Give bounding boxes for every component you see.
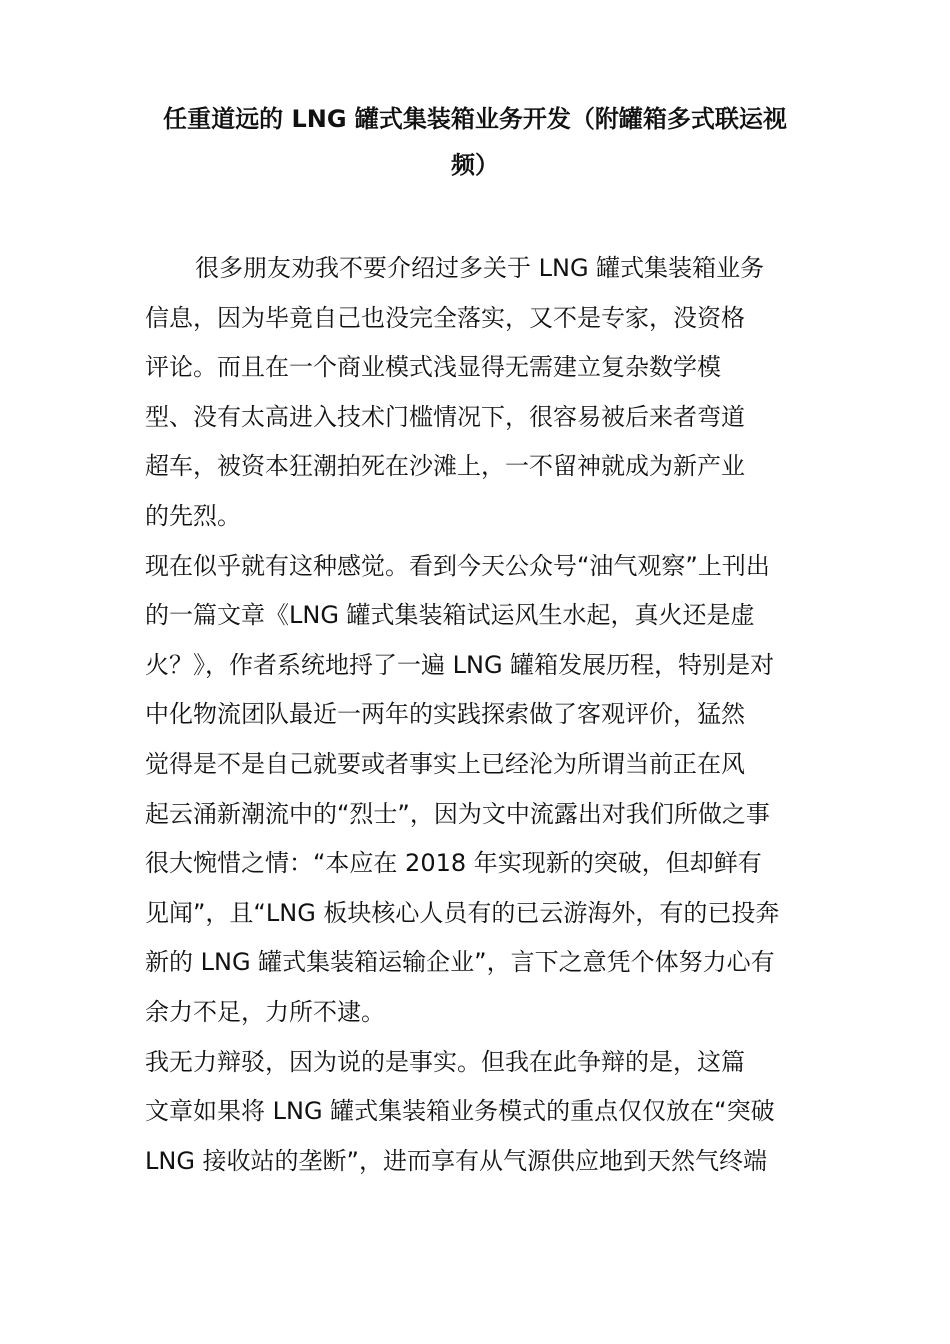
paragraph-line: 中化物流团队最近一两年的实践探索做了客观评价，猛然 bbox=[145, 700, 745, 729]
paragraph-line: 信息，因为毕竟自己也没完全落实，又不是专家，没资格 bbox=[145, 303, 745, 332]
title-line: 频） bbox=[451, 151, 499, 179]
paragraph-line: 我无力辩驳，因为说的是事实。但我在此争辩的是，这篇 bbox=[145, 1047, 745, 1076]
paragraph-line: 评论。而且在一个商业模式浅显得无需建立复杂数学模 bbox=[145, 353, 721, 382]
paragraph-line: 新的 LNG 罐式集装箱运输企业”，言下之意凭个体努力心有 bbox=[145, 948, 775, 977]
paragraph-line: 超车，被资本狂潮拍死在沙滩上，一不留神就成为新产业 bbox=[145, 452, 745, 481]
document-body bbox=[145, 244, 810, 1186]
paragraph-line: 的一篇文章《LNG 罐式集装箱试运风生水起，真火还是虚 bbox=[145, 601, 755, 630]
paragraph-line: 见闻”，且“LNG 板块核心人员有的已云游海外，有的已投奔 bbox=[145, 898, 780, 927]
paragraph-line: 火？》，作者系统地捋了一遍 LNG 罐箱发展历程，特别是对 bbox=[145, 650, 775, 679]
paragraph-line: 型、没有太高进入技术门槛情况下，很容易被后来者弯道 bbox=[145, 402, 745, 431]
document-title bbox=[145, 96, 805, 188]
title-line: 任重道远的 LNG 罐式集装箱业务开发（附罐箱多式联运视 bbox=[163, 105, 787, 133]
paragraph-line: 觉得是不是自己就要或者事实上已经沦为所谓当前正在风 bbox=[145, 749, 745, 778]
paragraph-line: 很大惋惜之情：“本应在 2018 年实现新的突破，但却鲜有 bbox=[145, 849, 762, 878]
paragraph-line: 很多朋友劝我不要介绍过多关于 LNG 罐式集装箱业务 bbox=[195, 254, 765, 282]
paragraph-line: 现在似乎就有这种感觉。看到今天公众号“油气观察”上刊出 bbox=[145, 551, 770, 580]
paragraph-line: 的先烈。 bbox=[145, 501, 241, 530]
paragraph-line: 起云涌新潮流中的“烈士”，因为文中流露出对我们所做之事 bbox=[145, 799, 770, 828]
paragraph-line: 余力不足，力所不逮。 bbox=[145, 997, 385, 1026]
paragraph-line: 文章如果将 LNG 罐式集装箱业务模式的重点仅仅放在“突破 bbox=[145, 1097, 775, 1126]
paragraph-line: LNG 接收站的垄断”，进而享有从气源供应地到天然气终端 bbox=[145, 1146, 767, 1175]
